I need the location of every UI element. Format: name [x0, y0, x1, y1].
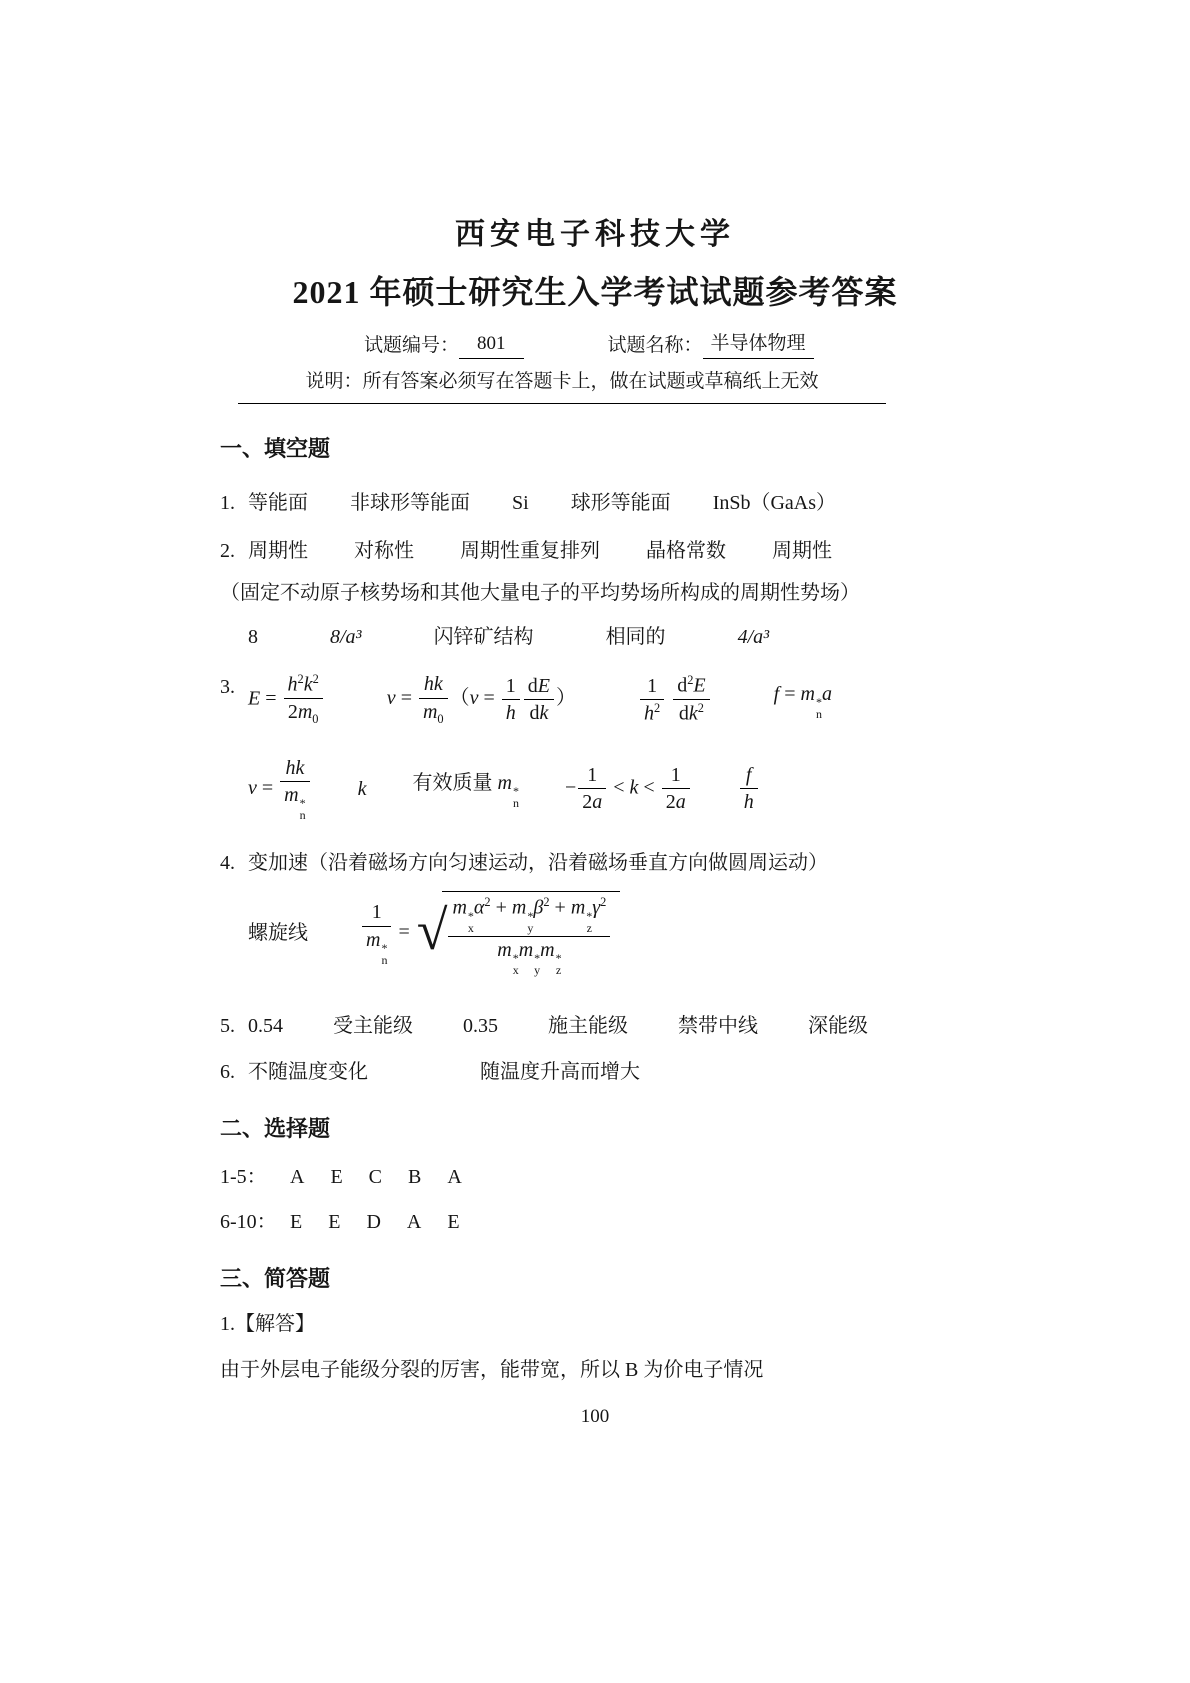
formula-f-over-h: $\frac{f}{h}$ — [738, 764, 760, 814]
answer-blank: 周期性 — [772, 539, 832, 562]
instruction-note — [238, 369, 886, 404]
exam-name-label: 试题名称： — [607, 334, 703, 356]
answer-blank: 球形等能面 — [570, 491, 671, 514]
answers-row — [248, 1012, 868, 1040]
item-number: 2. — [220, 539, 235, 562]
choice-answer: A — [290, 1165, 305, 1188]
answer-helix-label: 螺旋线 — [248, 922, 308, 945]
answer-blank: Si — [512, 491, 529, 514]
answer-paren-note: （固定不动原子核势场和其他大量电子的平均势场所构成的周期性势场） — [220, 581, 860, 604]
instruction-note-text: 说明：所有答案必须写在答题卡上，做在试题或草稿纸上无效 — [305, 371, 819, 393]
choice-answer: E — [447, 1210, 460, 1233]
answer-blank: 对称性 — [354, 539, 414, 562]
document-title: 2021 年硕士研究生入学考试试题参考答案 — [292, 274, 898, 310]
choice-range-label: 6-10： — [220, 1210, 277, 1233]
university-name: 西安电子科技大学 — [455, 218, 735, 251]
exam-number-value: 801 — [459, 331, 524, 360]
solution-text: 由于外层电子能级分裂的厉害，能带宽，所以 B 为价电子情况 — [220, 1359, 764, 1382]
formula-velocity: v = $\frac{hk}{m_0}$ （v = $\frac{1}{h}$ $\frac{dE}{dk}$ ） — [386, 673, 577, 726]
fill-item-3-cont — [220, 757, 970, 821]
formula-band-curvature: $\frac{1}{h^2}$ $\frac{d^2E}{dk^2}$ — [638, 674, 712, 725]
formula-k-range: − $\frac{1}{2a}$ < k < $\frac{1}{2a}$ — [565, 764, 692, 814]
exam-number-label: 试题编号： — [364, 334, 460, 356]
answer-blank: 相同的 — [605, 625, 666, 648]
answer-blank: 晶格常数 — [646, 539, 726, 562]
section-heading-short-answer: 三、简答题 — [220, 1265, 331, 1291]
formula-ellipsoid-effective-mass: 1 m * n = √ m * x $\alpha^2 + m$ * y $\beta^2 + m$ * z $\gamma^2$ m * x m * y m * z — [360, 891, 620, 976]
answer-k: k — [357, 777, 367, 800]
formula-force: f = m * n a — [773, 682, 832, 721]
section-heading-multiple-choice: 二、选择题 — [220, 1115, 331, 1141]
answer-blank: 禁带中线 — [678, 1014, 758, 1037]
answer-blank: 闪锌矿结构 — [433, 625, 534, 648]
fill-item-6 — [220, 1058, 970, 1086]
item-number: 5. — [220, 1014, 235, 1037]
answer-blank: 非球形等能面 — [350, 491, 470, 514]
solution-label: 1.【解答】 — [220, 1313, 315, 1336]
answer-blank: 施主能级 — [548, 1014, 628, 1037]
answers-row — [248, 489, 836, 517]
item-number: 6. — [220, 1060, 235, 1083]
item-number: 3. — [220, 675, 235, 698]
exam-meta-row — [220, 331, 970, 360]
short-answer-q1-text — [220, 1356, 970, 1384]
answers-row — [248, 849, 828, 877]
choice-answer: A — [447, 1165, 462, 1188]
page-number: 100 — [580, 1406, 610, 1428]
fill-item-2 — [220, 537, 970, 565]
choice-answer: E — [290, 1210, 303, 1233]
answer-blank: 周期性 — [248, 539, 308, 562]
choice-answer: C — [368, 1165, 383, 1188]
answers-row — [290, 1163, 462, 1191]
answer-blank: 8/a³ — [330, 625, 362, 648]
fill-item-4 — [220, 849, 970, 877]
answer-blank: 不随温度变化 — [248, 1060, 368, 1083]
choice-answer: A — [406, 1210, 422, 1233]
choice-answer: E — [328, 1210, 341, 1233]
fill-item-4-cont — [220, 891, 970, 976]
answer-blank: 0.35 — [463, 1014, 498, 1037]
answer-blank: 等能面 — [248, 491, 308, 514]
answers-row — [248, 537, 832, 565]
exam-name-value: 半导体物理 — [703, 331, 814, 360]
answers-row — [290, 1208, 460, 1236]
answer-blank: 8 — [248, 625, 258, 648]
formula-energy-band: E = $\frac{h^2k^2}{2m_0}$ — [248, 673, 325, 727]
choice-answer: B — [408, 1165, 422, 1188]
formula-velocity-effective-mass: v = hk m * n — [248, 757, 312, 821]
item-number: 4. — [220, 852, 235, 875]
fill-item-5 — [220, 1012, 970, 1040]
answers-row — [248, 757, 760, 821]
fill-item-1 — [220, 489, 970, 517]
answer-blank: 0.54 — [248, 1014, 283, 1037]
formula-effective-mass: 有效质量 m * n — [412, 771, 519, 810]
answer-text: 变加速（沿着磁场方向匀速运动，沿着磁场垂直方向做圆周运动） — [248, 852, 828, 875]
short-answer-q1-label — [220, 1310, 970, 1338]
item-number: 1. — [220, 491, 235, 514]
answer-blank: 深能级 — [808, 1014, 868, 1037]
answer-blank: 周期性重复排列 — [460, 539, 600, 562]
answers-row — [248, 623, 769, 651]
section-heading-fill-blanks: 一、填空题 — [220, 435, 331, 461]
answer-blank: InSb（GaAs） — [712, 491, 837, 514]
choice-answer: E — [330, 1165, 343, 1188]
choice-row-6-10 — [220, 1208, 970, 1236]
fill-item-2-cont — [220, 623, 970, 651]
answers-row — [248, 891, 620, 976]
answers-row — [248, 1058, 640, 1086]
fill-item-2-paren — [220, 579, 970, 607]
answers-row — [248, 673, 832, 727]
answer-blank: 4/a³ — [737, 625, 770, 648]
choice-range-label: 1-5： — [220, 1165, 267, 1188]
answer-blank: 受主能级 — [333, 1014, 413, 1037]
choice-row-1-5 — [220, 1163, 970, 1191]
fill-item-3 — [220, 673, 970, 727]
answer-blank: 随温度升高而增大 — [480, 1060, 640, 1083]
choice-answer: D — [366, 1210, 381, 1233]
